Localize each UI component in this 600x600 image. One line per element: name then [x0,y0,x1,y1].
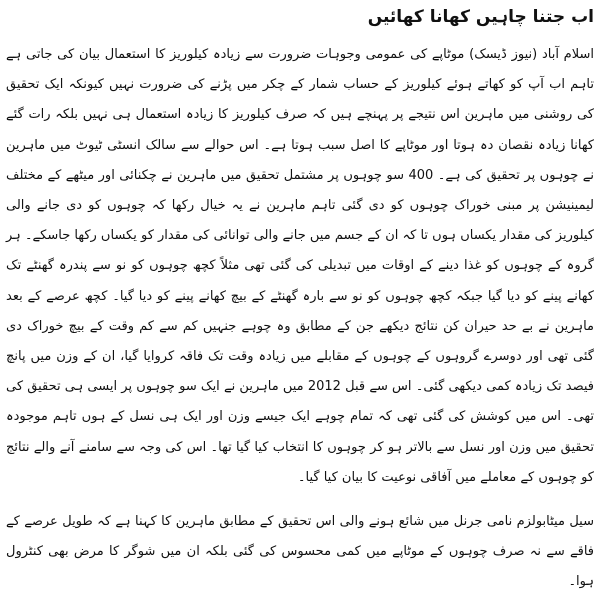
article-paragraph-main: اسلام آباد (نیوز ڈیسک) موٹاپے کی عمومی وجوہات ضرورت سے زیادہ کیلوریز کا استعمال بیان کی جاتی ہے تاہم اب آپ کو کھاتے ہوئے کیلوریز کے حساب شمار کے چکر میں پڑنے کی ضرورت نہیں کیونکہ ایک تحقیق کی روشنی میں ماہرین اس نتیجے پر پہنچے ہیں کہ صرف کیلوریز کا زیادہ استعمال ہی نہیں بلکہ رات گئے کھانا زیادہ نقصان دہ ہوتا اور موٹاپے کا اصل سبب ہوتا ہے۔ اس حوالے سے سالک انسٹی ٹیوٹ میں ماہرین نے چوہوں پر تحقیق کی ہے۔ 400 سو چوہوں پر مشتمل تحقیق میں ماہرین نے چکنائی اور میٹھے کے مختلف لیمینیشن پر مبنی خوراک چوہوں کو دی گئی تاہم ماہرین نے یہ خیال رکھا کہ چوہوں کو دی جانے والی کیلوریز کی مقدار یکساں ہوں تا کہ ان کے جسم میں جانے والی توانائی کی مقدار کو یکساں رکھا جاسکے۔ ہر گروہ کے چوہوں کو غذا دینے کے اوقات میں تبدیلی کی گئی تھی مثلاً کچھ چوہوں کو نو سے پندرہ گھنٹے تک کھانے پینے کو دیا گیا جبکہ کچھ چوہوں کو نو سے بارہ گھنٹے کے بیچ کھانے پینے کو دیا گیا۔ کچھ عرصے کے بعد ماہرین نے بے حد حیران کن نتائج دیکھے جن کے مطابق وہ چوہے جنہیں کم سے کم وقت کے بیچ خوراک دی گئی تھی اور دوسرے گروہوں کے چوہوں کے مقابلے میں زیادہ وقت تک فاقہ کروایا گیا، ان کے وزن میں پانچ فیصد تک زیادہ کمی دیکھی گئی۔ اس سے قبل 2012 میں ماہرین نے ایک سو چوہوں پر ایسی ہی تحقیق کی تھی۔ اس میں کوشش کی گئی تھی کہ تمام چوہے ایک جیسے وزن اور ایک ہی نسل کے ہوں تاہم موجودہ تحقیق میں وزن اور نسل سے بالاتر ہو کر چوہوں کا انتخاب کیا گیا تھا۔ اس کی وجہ سے سامنے آنے والے نتائج کو چوہوں کے معاملے میں آفاقی نوعیت کا بیان کیا گیا۔ [6,47,595,485]
article-headline: اب جتنا چاہیں کھانا کھائیں [367,7,594,27]
article-paragraph-closing: سیل میٹابولزم نامی جرنل میں شائع ہونے والی اس تحقیق کے مطابق ماہرین کا کہنا ہے کہ طویل عرصے کے فاقے سے نہ صرف چوہوں کے موٹاپے میں کمی محسوس کی گئی بلکہ ان میں شوگر کا مرض بھی کنٹرول ہوا۔ [6,514,594,590]
